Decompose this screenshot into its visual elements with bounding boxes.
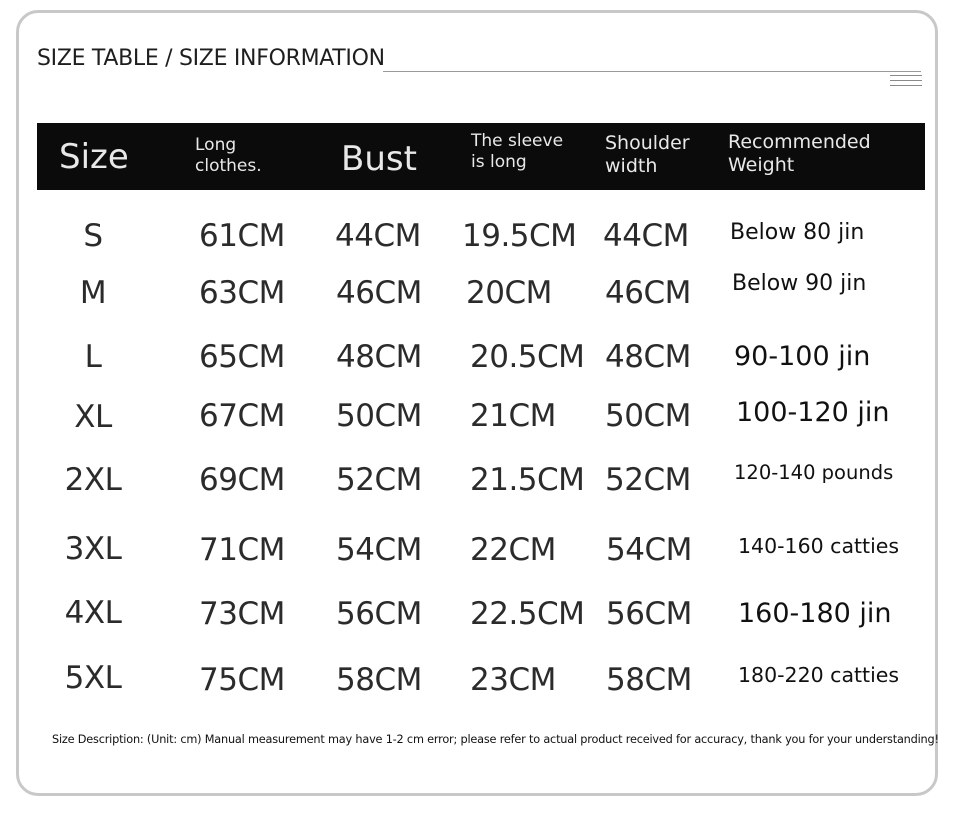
cell-bust: 56CM	[336, 596, 422, 632]
header-weight: Recommended Weight	[728, 131, 871, 176]
cell-size: XL	[74, 399, 112, 435]
cell-bust: 46CM	[336, 275, 422, 311]
cell-weight: Below 80 jin	[730, 220, 865, 245]
cell-length: 61CM	[199, 218, 285, 254]
cell-shoulder: 52CM	[605, 462, 691, 498]
cell-sleeve: 20.5CM	[470, 339, 585, 375]
menu-lines-icon	[890, 75, 922, 87]
cell-sleeve: 20CM	[466, 275, 552, 311]
cell-bust: 58CM	[336, 662, 422, 698]
cell-size: 5XL	[64, 660, 122, 696]
cell-weight: 90-100 jin	[734, 341, 871, 372]
cell-length: 73CM	[199, 596, 285, 632]
header-size: Size	[59, 137, 129, 177]
cell-sleeve: 23CM	[470, 662, 556, 698]
cell-weight: 180-220 catties	[738, 663, 900, 687]
header-bust: Bust	[341, 139, 417, 179]
cell-shoulder: 58CM	[606, 662, 692, 698]
cell-weight: 160-180 jin	[738, 598, 892, 629]
cell-shoulder: 50CM	[605, 398, 691, 434]
cell-shoulder: 48CM	[605, 339, 691, 375]
cell-length: 69CM	[199, 462, 285, 498]
cell-sleeve: 21.5CM	[470, 462, 585, 498]
header-length: Long clothes.	[195, 135, 262, 176]
cell-length: 71CM	[199, 532, 285, 568]
cell-sleeve: 19.5CM	[462, 218, 577, 254]
page-title: SIZE TABLE / SIZE INFORMATION	[37, 46, 385, 71]
cell-bust: 52CM	[336, 462, 422, 498]
cell-weight: Below 90 jin	[732, 271, 867, 296]
title-divider	[383, 71, 921, 72]
cell-bust: 54CM	[336, 532, 422, 568]
cell-length: 65CM	[199, 339, 285, 375]
cell-length: 63CM	[199, 275, 285, 311]
header-shoulder: Shoulder width	[605, 132, 690, 177]
cell-length: 67CM	[199, 398, 285, 434]
cell-length: 75CM	[199, 662, 285, 698]
cell-size: L	[84, 339, 102, 375]
cell-size: 2XL	[64, 462, 122, 498]
cell-shoulder: 54CM	[606, 532, 692, 568]
cell-weight: 100-120 jin	[736, 397, 890, 428]
header-sleeve: The sleeve is long	[471, 131, 564, 172]
cell-size: 3XL	[64, 531, 122, 567]
size-note: Size Description: (Unit: cm) Manual measurement may have 1-2 cm error; please refer to actual product received for accuracy, thank you for your understanding!	[52, 733, 939, 746]
cell-sleeve: 22.5CM	[470, 596, 585, 632]
cell-size: 4XL	[64, 595, 122, 631]
cell-size: M	[79, 275, 107, 311]
cell-shoulder: 56CM	[606, 596, 692, 632]
cell-bust: 48CM	[336, 339, 422, 375]
cell-bust: 50CM	[336, 398, 422, 434]
cell-weight: 140-160 catties	[738, 534, 900, 558]
cell-sleeve: 21CM	[470, 398, 556, 434]
cell-bust: 44CM	[335, 218, 421, 254]
table-header	[37, 123, 925, 190]
cell-size: S	[83, 218, 103, 254]
cell-shoulder: 44CM	[603, 218, 689, 254]
cell-sleeve: 22CM	[470, 532, 556, 568]
cell-shoulder: 46CM	[605, 275, 691, 311]
cell-weight: 120-140 pounds	[734, 461, 894, 484]
